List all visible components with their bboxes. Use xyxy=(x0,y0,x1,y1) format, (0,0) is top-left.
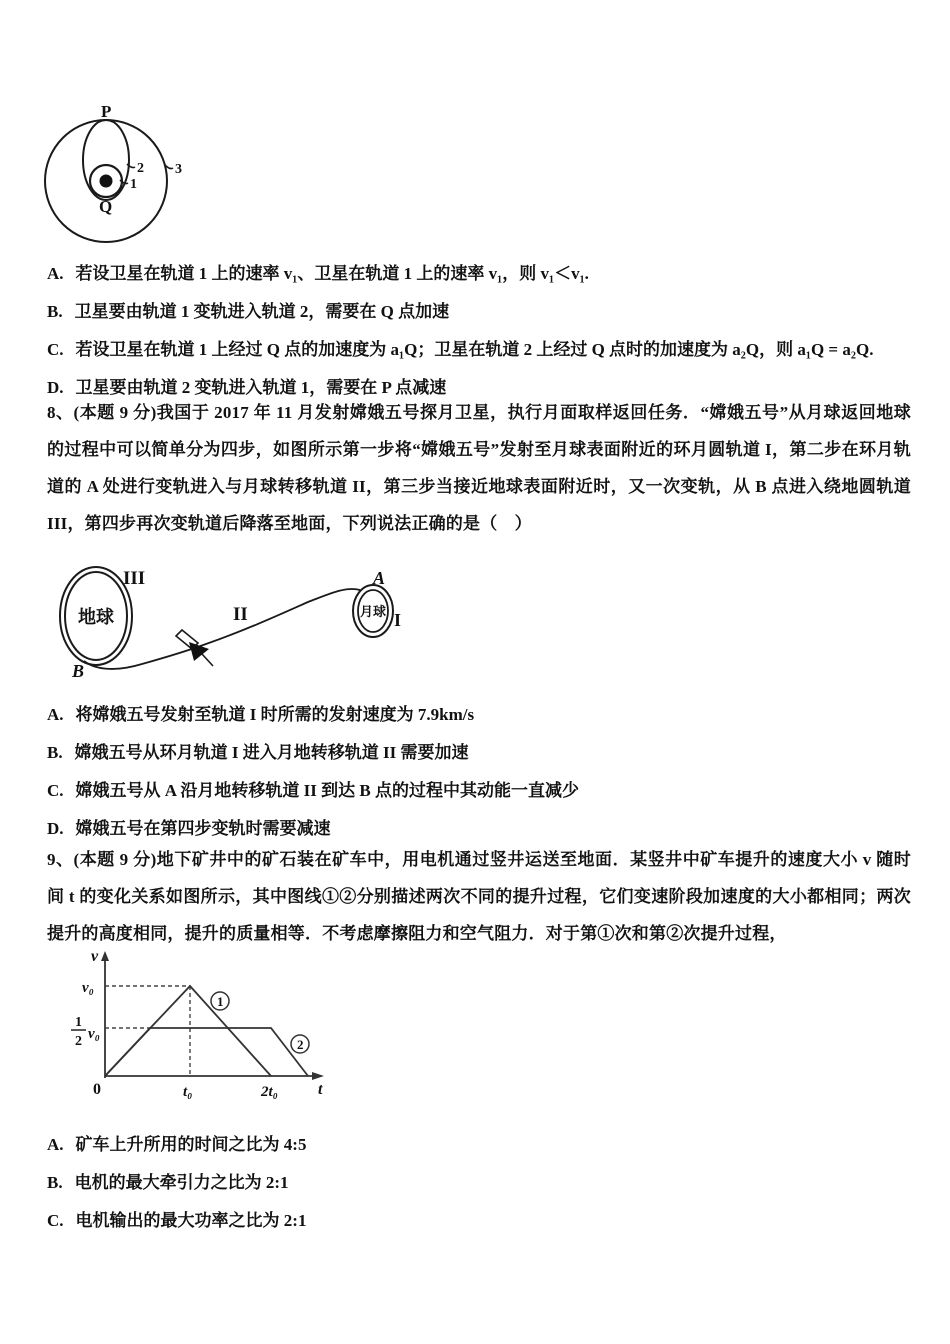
option-letter: B. xyxy=(47,1173,63,1192)
t-axis-arrow xyxy=(312,1072,324,1080)
q8-option-b xyxy=(47,738,468,763)
option-text: 若设卫星在轨道 1 上的速率 v₁、卫星在轨道 1 上的速率 v₁，则 v₁＜v₁. xyxy=(75,264,589,283)
q9-option-a xyxy=(47,1130,306,1155)
option-letter: A. xyxy=(47,264,64,283)
label-orbit-III: III xyxy=(123,568,146,589)
label-orbit-3: 3 xyxy=(175,162,182,177)
q8-option-a xyxy=(47,700,474,725)
velocity-time-graph xyxy=(60,948,380,1118)
option-letter: C. xyxy=(47,1211,64,1230)
option-text: 卫星要由轨道 1 变轨进入轨道 2，需要在 Q 点加速 xyxy=(74,302,450,321)
q8-stem: 8、(本题 9 分)我国于 2017 年 11 月发射嫦娥五号探月卫星，执行月面取样返回任务．“嫦娥五号”从月球返回地球的过程中可以简单分为四步，如图所示第一步将“嫦娥五号”发射至月球表面附近的环月圆轨道 I，第二步在环月轨道的 A 处进行变轨进入与月球转移轨道 II，第三步当接近地球表面附近时，又一次变轨，从 B 点进入绕地圆轨道 III，第四步再次变轨道后降落至地面，下列说法正确的是（ ） xyxy=(47,403,911,533)
half-v0-suffix: v₀ xyxy=(88,1026,100,1042)
option-letter: B. xyxy=(47,743,63,762)
orbit-diagram xyxy=(40,92,240,257)
earth-label: 地球 xyxy=(78,607,114,627)
2t0-tick-label: 2t₀ xyxy=(261,1084,278,1100)
option-letter: D. xyxy=(47,819,64,838)
q9-option-b xyxy=(47,1168,289,1193)
option-text: 矿车上升所用的时间之比为 4:5 xyxy=(75,1135,307,1154)
half-fraction-denominator: 2 xyxy=(75,1034,82,1049)
option-letter: C. xyxy=(47,340,64,359)
option-text: 嫦娥五号从 A 沿月地转移轨道 II 到达 B 点的过程中其动能一直减少 xyxy=(75,781,579,800)
label-orbit-I: I xyxy=(394,610,402,630)
option-letter: C. xyxy=(47,781,64,800)
t-axis-label: t xyxy=(318,1081,323,1098)
v-axis-arrow xyxy=(101,951,109,961)
label-Q: Q xyxy=(99,197,113,216)
q8-option-c xyxy=(47,776,579,801)
q9-stem: 9、(本题 9 分)地下矿井中的矿石装在矿车中，用电机通过竖井运送至地面．某竖井中矿车提升的速度大小 v 随时间 t 的变化关系如图所示，其中图线①②分别描述两次不同的提升过程，它们变速阶段加速度的大小都相同；两次提升的高度相同，提升的质量相等．不考虑摩擦阻力和空气阻力．对于第①次和第②次提升过程， xyxy=(47,850,911,943)
q7-option-c xyxy=(47,335,873,360)
option-text: 卫星要由轨道 2 变轨进入轨道 1，需要在 P 点减速 xyxy=(75,378,447,397)
spacecraft-antenna-icon xyxy=(202,654,213,666)
origin-tick-label: 0 xyxy=(93,1081,101,1098)
t0-tick-label: t₀ xyxy=(183,1084,193,1100)
half-fraction-numerator: 1 xyxy=(75,1015,82,1030)
q8-option-d xyxy=(47,814,331,839)
label-P: P xyxy=(101,102,112,121)
line-2 xyxy=(105,1028,308,1076)
q7-option-b xyxy=(47,297,449,322)
option-letter: A. xyxy=(47,705,64,724)
series-2-digit: 2 xyxy=(297,1037,304,1052)
option-text: 嫦娥五号从环月轨道 I 进入月地转移轨道 II 需要加速 xyxy=(74,743,469,762)
option-letter: D. xyxy=(47,378,64,397)
option-text: 将嫦娥五号发射至轨道 I 时所需的发射速度为 7.9km/s xyxy=(75,705,475,724)
moon-label: 月球 xyxy=(360,604,387,619)
label-orbit-II: II xyxy=(233,604,248,625)
line-1 xyxy=(105,986,271,1076)
option-text: 电机输出的最大功率之比为 2:1 xyxy=(75,1211,307,1230)
label-orbit-1: 1 xyxy=(130,177,137,192)
option-letter: A. xyxy=(47,1135,64,1154)
v-axis-label: v xyxy=(91,948,99,965)
option-letter: B. xyxy=(47,302,63,321)
option-text: 电机的最大牵引力之比为 2:1 xyxy=(74,1173,289,1192)
earth-moon-transfer-diagram xyxy=(45,553,445,688)
label-point-A: A xyxy=(373,568,386,588)
q7-option-a xyxy=(47,259,589,284)
series-1-digit: 1 xyxy=(217,994,224,1009)
planet-dot xyxy=(100,175,113,188)
label-orbit-2: 2 xyxy=(137,161,144,176)
option-text: 嫦娥五号在第四步变轨时需要减速 xyxy=(75,819,331,838)
v0-tick-label: v₀ xyxy=(82,980,94,996)
q9-option-c xyxy=(47,1206,306,1231)
label-point-B: B xyxy=(72,661,85,681)
option-text: 若设卫星在轨道 1 上经过 Q 点的加速度为 a₁Q；卫星在轨道 2 上经过 Q 点时的加速度为 a₂Q，则 a₁Q = a₂Q. xyxy=(75,340,874,359)
orbit-2-ellipse xyxy=(83,120,129,200)
